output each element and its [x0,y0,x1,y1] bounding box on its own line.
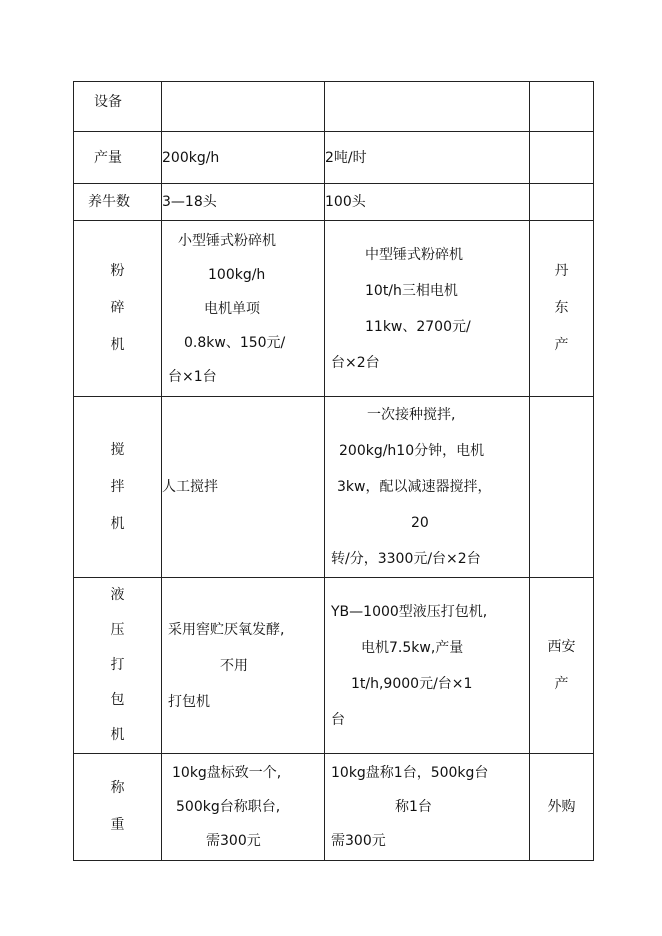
equipment-table [73,81,594,861]
row-mixer [74,397,594,578]
baler-note-line: 西安 [547,638,576,655]
cattle-small-value: 3—18头 [162,194,217,210]
cell-mixer-large [325,397,530,578]
crusher-note-char: 东 [554,300,569,316]
row-output [74,132,594,184]
cell-equipment-small [162,82,325,132]
crusher-large-line: 中型锤式粉碎机 [365,246,463,263]
cell-scale-note [530,754,594,861]
cell-baler-note [530,578,594,754]
scale-small-line: 500kg台称职台, [176,799,281,815]
row-cattle [74,184,594,221]
row-equipment [74,82,594,132]
crusher-large-line: 10t/h三相电机 [365,282,458,299]
crusher-small-line: 小型锤式粉碎机 [178,232,276,249]
row-scale [74,754,594,861]
label-cattle-text: 养牛数 [88,194,130,210]
label-mixer-char: 机 [110,515,125,532]
cell-mixer-note [530,397,594,578]
label-baler-char: 压 [110,622,125,638]
row-crusher [74,221,594,397]
output-large-value: 2吨/时 [325,149,367,166]
scale-large-line: 称1台 [395,799,432,815]
label-crusher-char: 粉 [110,263,125,279]
label-baler-char: 机 [110,727,125,743]
baler-note-line: 产 [554,675,569,692]
label-mixer-char: 拌 [110,478,125,495]
cell-scale-large [325,754,530,861]
baler-small-line: 打包机 [168,693,210,710]
label-baler-char: 包 [110,692,125,708]
scale-small-line: 需300元 [206,833,261,849]
scale-small-line: 10kg盘标致一个, [172,765,282,781]
label-baler [74,578,162,754]
label-crusher-char: 机 [110,337,125,353]
label-cattle [74,184,162,221]
label-baler-char: 打 [110,657,125,673]
crusher-large-line: 11kw、2700元/ [365,318,471,335]
cattle-large-value: 100头 [325,194,366,210]
scale-large-line: 10kg盘称1台，500kg台 [331,765,489,781]
label-equipment-text: 设备 [94,94,122,110]
label-baler-char: 液 [110,587,125,603]
cell-baler-large [325,578,530,754]
label-output-text: 产量 [94,149,122,166]
baler-large-line: 电机7.5kw,产量 [361,639,464,656]
scale-large-line: 需300元 [331,833,386,849]
baler-large-line: 台 [331,711,345,728]
output-small-value: 200kg/h [162,149,220,166]
label-scale [74,754,162,861]
mixer-large-line: 转/分，3300元/台×2台 [331,551,481,567]
mixer-large-line: 3kw，配以减速器搅拌， [337,479,492,495]
cell-scale-small [162,754,325,861]
cell-crusher-small [162,221,325,397]
crusher-small-line: 0.8kw、150元/ [184,334,286,351]
cell-output-note [530,132,594,184]
crusher-small-line: 100kg/h [208,266,266,283]
scale-note-value: 外购 [547,799,576,815]
label-scale-char: 重 [110,817,125,833]
label-crusher [74,221,162,397]
cell-baler-small [162,578,325,754]
mixer-large-line: 一次接种搅拌, [367,407,456,423]
mixer-small-value: 人工搅拌 [162,479,218,495]
label-mixer-char: 搅 [110,441,125,458]
crusher-note-char: 产 [554,337,569,353]
cell-cattle-small [162,184,325,221]
baler-small-line: 采用窖贮厌氧发酵, [168,621,285,638]
label-scale-char: 称 [110,780,125,796]
cell-mixer-small [162,397,325,578]
cell-crusher-note [530,221,594,397]
cell-cattle-large [325,184,530,221]
crusher-small-line: 电机单项 [204,300,260,317]
crusher-note-char: 丹 [554,263,569,279]
mixer-large-line: 20 [411,515,429,531]
cell-output-small [162,132,325,184]
crusher-small-line: 台×1台 [168,368,217,385]
baler-small-line: 不用 [220,657,248,674]
mixer-large-line: 200kg/h10分钟，电机 [339,443,485,459]
label-equipment [74,82,162,132]
label-mixer [74,397,162,578]
baler-large-line: 1t/h,9000元/台×1 [351,675,473,692]
label-output [74,132,162,184]
label-crusher-char: 碎 [110,300,125,316]
cell-output-large [325,132,530,184]
baler-large-line: YB—1000型液压打包机, [331,603,488,620]
cell-crusher-large [325,221,530,397]
cell-equipment-note [530,82,594,132]
row-baler [74,578,594,754]
cell-cattle-note [530,184,594,221]
crusher-large-line: 台×2台 [331,354,380,371]
cell-equipment-large [325,82,530,132]
